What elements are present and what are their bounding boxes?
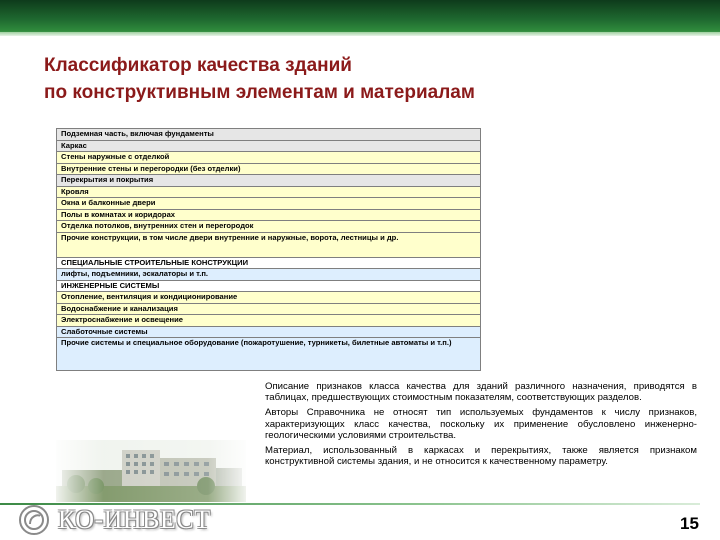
table-row: СПЕЦИАЛЬНЫЕ СТРОИТЕЛЬНЫЕ КОНСТРУКЦИИ xyxy=(57,258,480,270)
table-row: Стены наружные с отделкой xyxy=(57,152,480,164)
description-text xyxy=(265,381,697,471)
slide-title-line-1: Классификатор качества зданий xyxy=(44,55,352,76)
description-paragraph: Описание признаков класса качества для зданий различного назначения, приводятся в таблицах, предшествующих стоимостным показателям, соответствующих разделов. xyxy=(265,381,697,404)
top-header-band xyxy=(0,0,720,36)
slide-title xyxy=(44,52,684,106)
table-row: Кровля xyxy=(57,187,480,199)
table-row: Полы в комнатах и коридорах xyxy=(57,210,480,222)
logo-emblem-icon xyxy=(18,504,50,536)
description-paragraph: Материал, использованный в каркасах и перекрытиях, также является признаком конструктивной системы здания, и не относится к качественному параметру. xyxy=(265,445,697,468)
description-paragraph: Авторы Справочника не относят тип используемых фундаментов к числу признаков, характеризующих класс качества, поскольку их применение обусловлено инженерно-геологическими условиями строительства. xyxy=(265,407,697,441)
logo-text: КО-ИНВЕСТ xyxy=(58,505,211,534)
table-row: Каркас xyxy=(57,141,480,153)
table-row: Внутренние стены и перегородки (без отделки) xyxy=(57,164,480,176)
company-logo xyxy=(18,504,211,536)
slide-title-line-2: по конструктивным элементам и материалам xyxy=(44,82,475,103)
table-row: Перекрытия и покрытия xyxy=(57,175,480,187)
building-photo xyxy=(56,440,246,502)
table-row: Отделка потолков, внутренних стен и перегородок xyxy=(57,221,480,233)
table-row: лифты, подъемники, эскалаторы и т.п. xyxy=(57,269,480,281)
table-row: Прочие конструкции, в том числе двери внутренние и наружные, ворота, лестницы и др. xyxy=(57,233,480,258)
table-row: ИНЖЕНЕРНЫЕ СИСТЕМЫ xyxy=(57,281,480,293)
table-row: Отопление, вентиляция и кондиционирование xyxy=(57,292,480,304)
table-row: Водоснабжение и канализация xyxy=(57,304,480,316)
table-row: Прочие системы и специальное оборудование (пожаротушение, турникеты, билетные автоматы и т.п.) xyxy=(57,338,480,371)
page-number: 15 xyxy=(680,514,699,533)
table-row: Электроснабжение и освещение xyxy=(57,315,480,327)
table-row: Слаботочные системы xyxy=(57,327,480,339)
table-row: Подземная часть, включая фундаменты xyxy=(57,129,480,141)
classifier-table xyxy=(56,128,481,371)
table-row: Окна и балконные двери xyxy=(57,198,480,210)
